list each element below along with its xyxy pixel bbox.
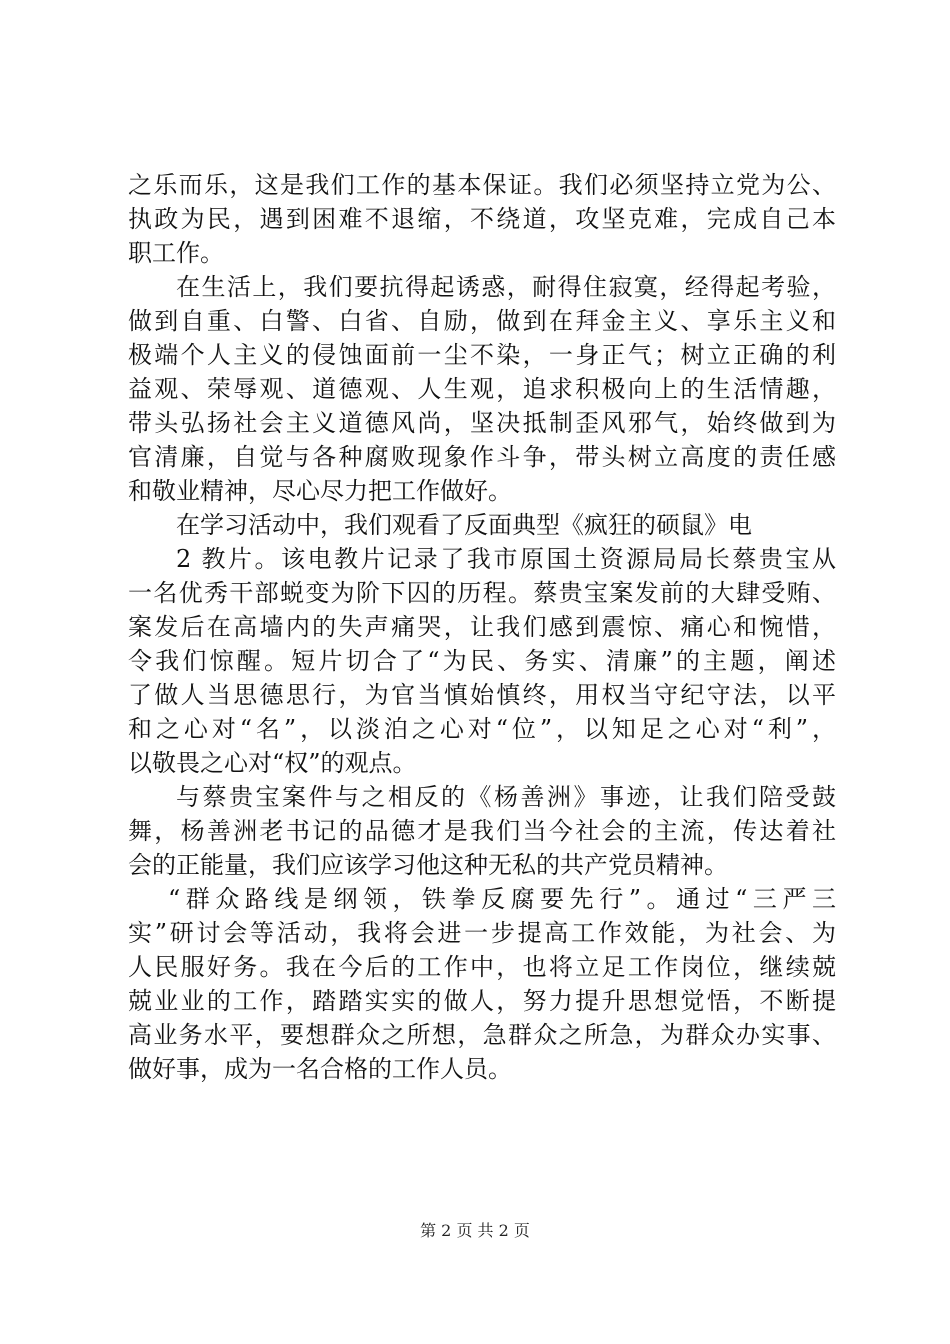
document-body: [128, 168, 836, 1086]
text-line: 令我们惊醒。短片切合了“为民、务实、清廉”的主题，阐述: [128, 647, 836, 675]
text-line: 官清廉，自觉与各种腐败现象作斗争，带头树立高度的责任感: [128, 443, 836, 471]
text-line: 人民服好务。我在今后的工作中，也将立足工作岗位，继续兢: [128, 953, 836, 981]
text-line: 高业务水平，要想群众之所想，急群众之所急，为群众办实事、: [128, 1021, 836, 1049]
paragraph-start-line: “群众路线是纲领，铁拳反腐要先行”。通过“三严三: [168, 885, 836, 913]
text-line: 了做人当思德思行，为官当慎始慎终，用权当守纪守法，以平: [128, 681, 836, 709]
text-line: 和之心对“名”，以淡泊之心对“位”，以知足之心对“利”，: [128, 715, 836, 743]
text-line: 舞，杨善洲老书记的品德才是我们当今社会的主流，传达着社: [128, 817, 836, 845]
text-line: 带头弘扬社会主义道德风尚，坚决抵制歪风邪气，始终做到为: [128, 409, 836, 437]
text-line: 兢业业的工作，踏踏实实的做人，努力提升思想觉悟，不断提: [128, 987, 836, 1015]
text-line: 职工作。: [128, 239, 224, 267]
paragraph-start-line: 在学习活动中，我们观看了反面典型《疯狂的硕鼠》电: [176, 511, 752, 539]
page-number-label: 第 2 页 共 2 页: [420, 1221, 530, 1240]
text-line: 做到自重、白警、白省、自励，做到在拜金主义、享乐主义和: [128, 307, 836, 335]
paragraph-start-line: 2 教片。该电教片记录了我市原国土资源局局长蔡贵宝从: [176, 545, 836, 573]
text-line: 实”研讨会等活动，我将会进一步提高工作效能，为社会、为: [128, 919, 836, 947]
text-line: 一名优秀干部蜕变为阶下囚的历程。蔡贵宝案发前的大肆受贿、: [128, 579, 836, 607]
text-line: 执政为民，遇到困难不退缩，不绕道，攻坚克难，完成自己本: [128, 205, 836, 233]
text-line: 益观、荣辱观、道德观、人生观，追求积极向上的生活情趣，: [128, 375, 836, 403]
text-line: 会的正能量，我们应该学习他这种无私的共产党员精神。: [128, 851, 728, 879]
text-line: 案发后在高墙内的失声痛哭，让我们感到震惊、痛心和惋惜，: [128, 613, 836, 641]
paragraph-start-line: 与蔡贵宝案件与之相反的《杨善洲》事迹，让我们陪受鼓: [176, 783, 836, 811]
text-line: 之乐而乐，这是我们工作的基本保证。我们必须坚持立党为公、: [128, 171, 836, 199]
text-line: 和敬业精神，尽心尽力把工作做好。: [128, 477, 512, 505]
text-line: 做好事，成为一名合格的工作人员。: [128, 1055, 512, 1083]
text-line: 以敬畏之心对“权”的观点。: [128, 749, 417, 777]
text-line: 极端个人主义的侵蚀面前一尘不染，一身正气；树立正确的利: [128, 341, 836, 369]
page-footer: [0, 1218, 950, 1241]
paragraph-start-line: 在生活上，我们要抗得起诱惑，耐得住寂寞，经得起考验，: [176, 273, 836, 301]
